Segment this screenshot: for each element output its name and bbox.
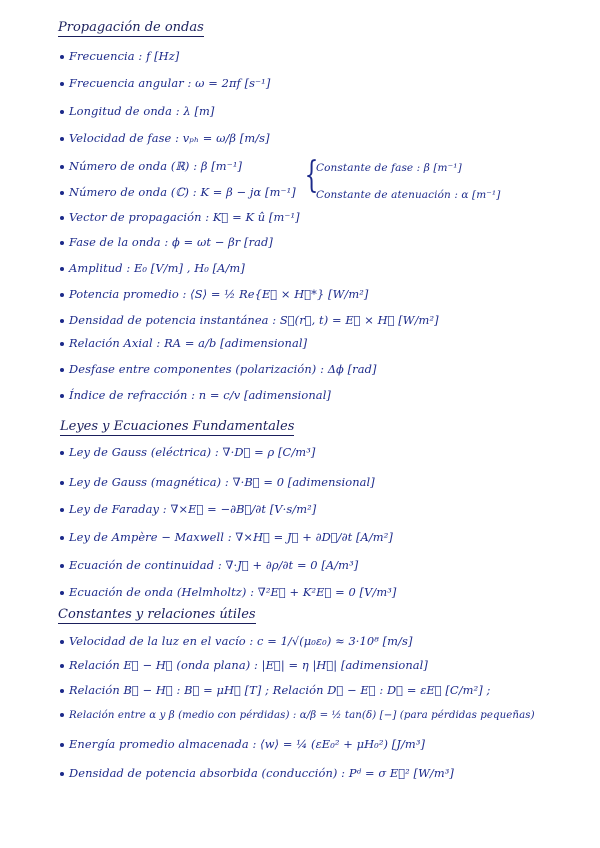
bullet-icon — [60, 267, 64, 271]
bullet-icon — [60, 591, 64, 595]
side-note — [316, 162, 462, 174]
bullet-icon — [60, 342, 64, 346]
bullet-icon — [60, 536, 64, 540]
item-text: Frecuencia : f [Hz] — [69, 49, 180, 63]
list-item — [60, 49, 179, 63]
bullet-icon — [60, 82, 64, 86]
item-text: Amplitud : E₀ [V/m] , H₀ [A/m] — [69, 261, 245, 275]
bullet-icon — [60, 564, 64, 568]
list-item — [60, 313, 439, 327]
side-note-text: Constante de fase : β [m⁻¹] — [316, 162, 462, 174]
item-text: Longitud de onda : λ [m] — [69, 104, 215, 118]
item-text: Relación Axial : RA = a/b [adimensional] — [69, 336, 308, 350]
list-item — [60, 445, 315, 459]
list-item — [60, 159, 242, 173]
side-note-text: Constante de atenuación : α [m⁻¹] — [316, 189, 501, 201]
bullet-icon — [60, 368, 64, 372]
item-text: Ley de Faraday : ∇×E⃗ = −∂B⃗/∂t [V·s/m²] — [69, 502, 317, 516]
item-text: Ecuación de continuidad : ∇·J⃗ + ∂ρ/∂t = 0 [A/m³] — [69, 558, 359, 572]
list-item — [60, 76, 270, 90]
item-text: Potencia promedio : ⟨S⟩ = ½ Re{E⃗ × H⃗*} [W/m²] — [69, 287, 369, 301]
list-item — [60, 658, 428, 672]
bullet-icon — [60, 293, 64, 297]
list-item — [60, 235, 273, 249]
bullet-icon — [60, 241, 64, 245]
bullet-icon — [60, 508, 64, 512]
bullet-icon — [60, 55, 64, 59]
list-item — [60, 131, 270, 145]
list-item — [60, 210, 300, 224]
list-item — [60, 362, 377, 376]
bullet-icon — [60, 689, 64, 693]
bullet-icon — [60, 640, 64, 644]
list-item — [60, 710, 535, 721]
bullet-icon — [60, 319, 64, 323]
curly-brace-icon: { — [304, 155, 319, 196]
list-item — [60, 475, 375, 489]
list-item — [60, 287, 368, 301]
item-text: Fase de la onda : ϕ = ωt − βr [rad] — [69, 235, 273, 249]
item-text: Ley de Gauss (magnética) : ∇·B⃗ = 0 [adimensional] — [69, 475, 375, 489]
list-item — [60, 185, 296, 199]
item-text: Velocidad de la luz en el vacío : c = 1/√(μ₀ε₀) ≈ 3·10⁸ [m/s] — [69, 634, 413, 648]
list-item — [60, 737, 425, 751]
list-item — [60, 261, 245, 275]
item-text: Número de onda (ℝ) : β [m⁻¹] — [69, 159, 243, 173]
item-text: Relación E⃗ − H⃗ (onda plana) : |E⃗| = η |H⃗| [adimensional] — [69, 658, 428, 672]
bullet-icon — [60, 664, 64, 668]
list-item — [60, 336, 307, 350]
item-text: Densidad de potencia instantánea : S⃗(r⃗, t) = E⃗ × H⃗ [W/m²] — [69, 313, 439, 327]
bullet-icon — [60, 713, 64, 717]
list-item — [60, 634, 413, 648]
list-item — [60, 502, 316, 516]
bullet-icon — [60, 743, 64, 747]
item-text: Relación B⃗ − H⃗ : B⃗ = μH⃗ [T] ; Relación D⃗ − E⃗ : D⃗ = εE⃗ [C/m²] ; — [69, 683, 491, 697]
heading-constants: Constantes y relaciones útiles — [58, 607, 256, 622]
bullet-icon — [60, 110, 64, 114]
list-item — [60, 766, 454, 780]
bullet-icon — [60, 137, 64, 141]
heading-laws: Leyes y Ecuaciones Fundamentales — [60, 419, 295, 434]
list-item — [60, 558, 358, 572]
list-item — [60, 104, 214, 118]
item-text: Densidad de potencia absorbida (conducción) : Pᵈ = σ E⃗² [W/m³] — [69, 766, 454, 780]
item-text: Relación entre α y β (medio con pérdidas) : α/β = ½ tan(δ) [−] (para pérdidas pequeñas) — [69, 710, 535, 721]
list-item — [60, 388, 331, 402]
list-item — [60, 683, 490, 697]
item-text: Frecuencia angular : ω = 2πf [s⁻¹] — [69, 76, 271, 90]
bullet-icon — [60, 191, 64, 195]
item-text: Vector de propagación : K⃗ = K û [m⁻¹] — [69, 210, 300, 224]
bullet-icon — [60, 451, 64, 455]
item-text: Velocidad de fase : vₚₕ = ω/β [m/s] — [69, 131, 270, 145]
item-text: Energía promedio almacenada : ⟨w⟩ = ¼ (εE₀² + μH₀²) [J/m³] — [69, 737, 426, 751]
item-text: Ley de Gauss (eléctrica) : ∇·D⃗ = ρ [C/m³] — [69, 445, 316, 459]
bullet-icon — [60, 481, 64, 485]
bullet-icon — [60, 165, 64, 169]
item-text: Número de onda (ℂ) : K = β − jα [m⁻¹] — [69, 185, 296, 199]
item-text: Ley de Ampère − Maxwell : ∇×H⃗ = J⃗ + ∂D⃗/∂t [A/m²] — [69, 530, 393, 544]
list-item — [60, 585, 396, 599]
bullet-icon — [60, 772, 64, 776]
item-text: Ecuación de onda (Helmholtz) : ∇²E⃗ + K²E⃗ = 0 [V/m³] — [69, 585, 397, 599]
bullet-icon — [60, 394, 64, 398]
item-text: Índice de refracción : n = c/v [adimensional] — [69, 388, 331, 402]
heading-propagation: Propagación de ondas — [58, 20, 204, 35]
list-item — [60, 530, 393, 544]
side-note — [316, 189, 500, 201]
bullet-icon — [60, 216, 64, 220]
item-text: Desfase entre componentes (polarización) : Δϕ [rad] — [69, 362, 377, 376]
